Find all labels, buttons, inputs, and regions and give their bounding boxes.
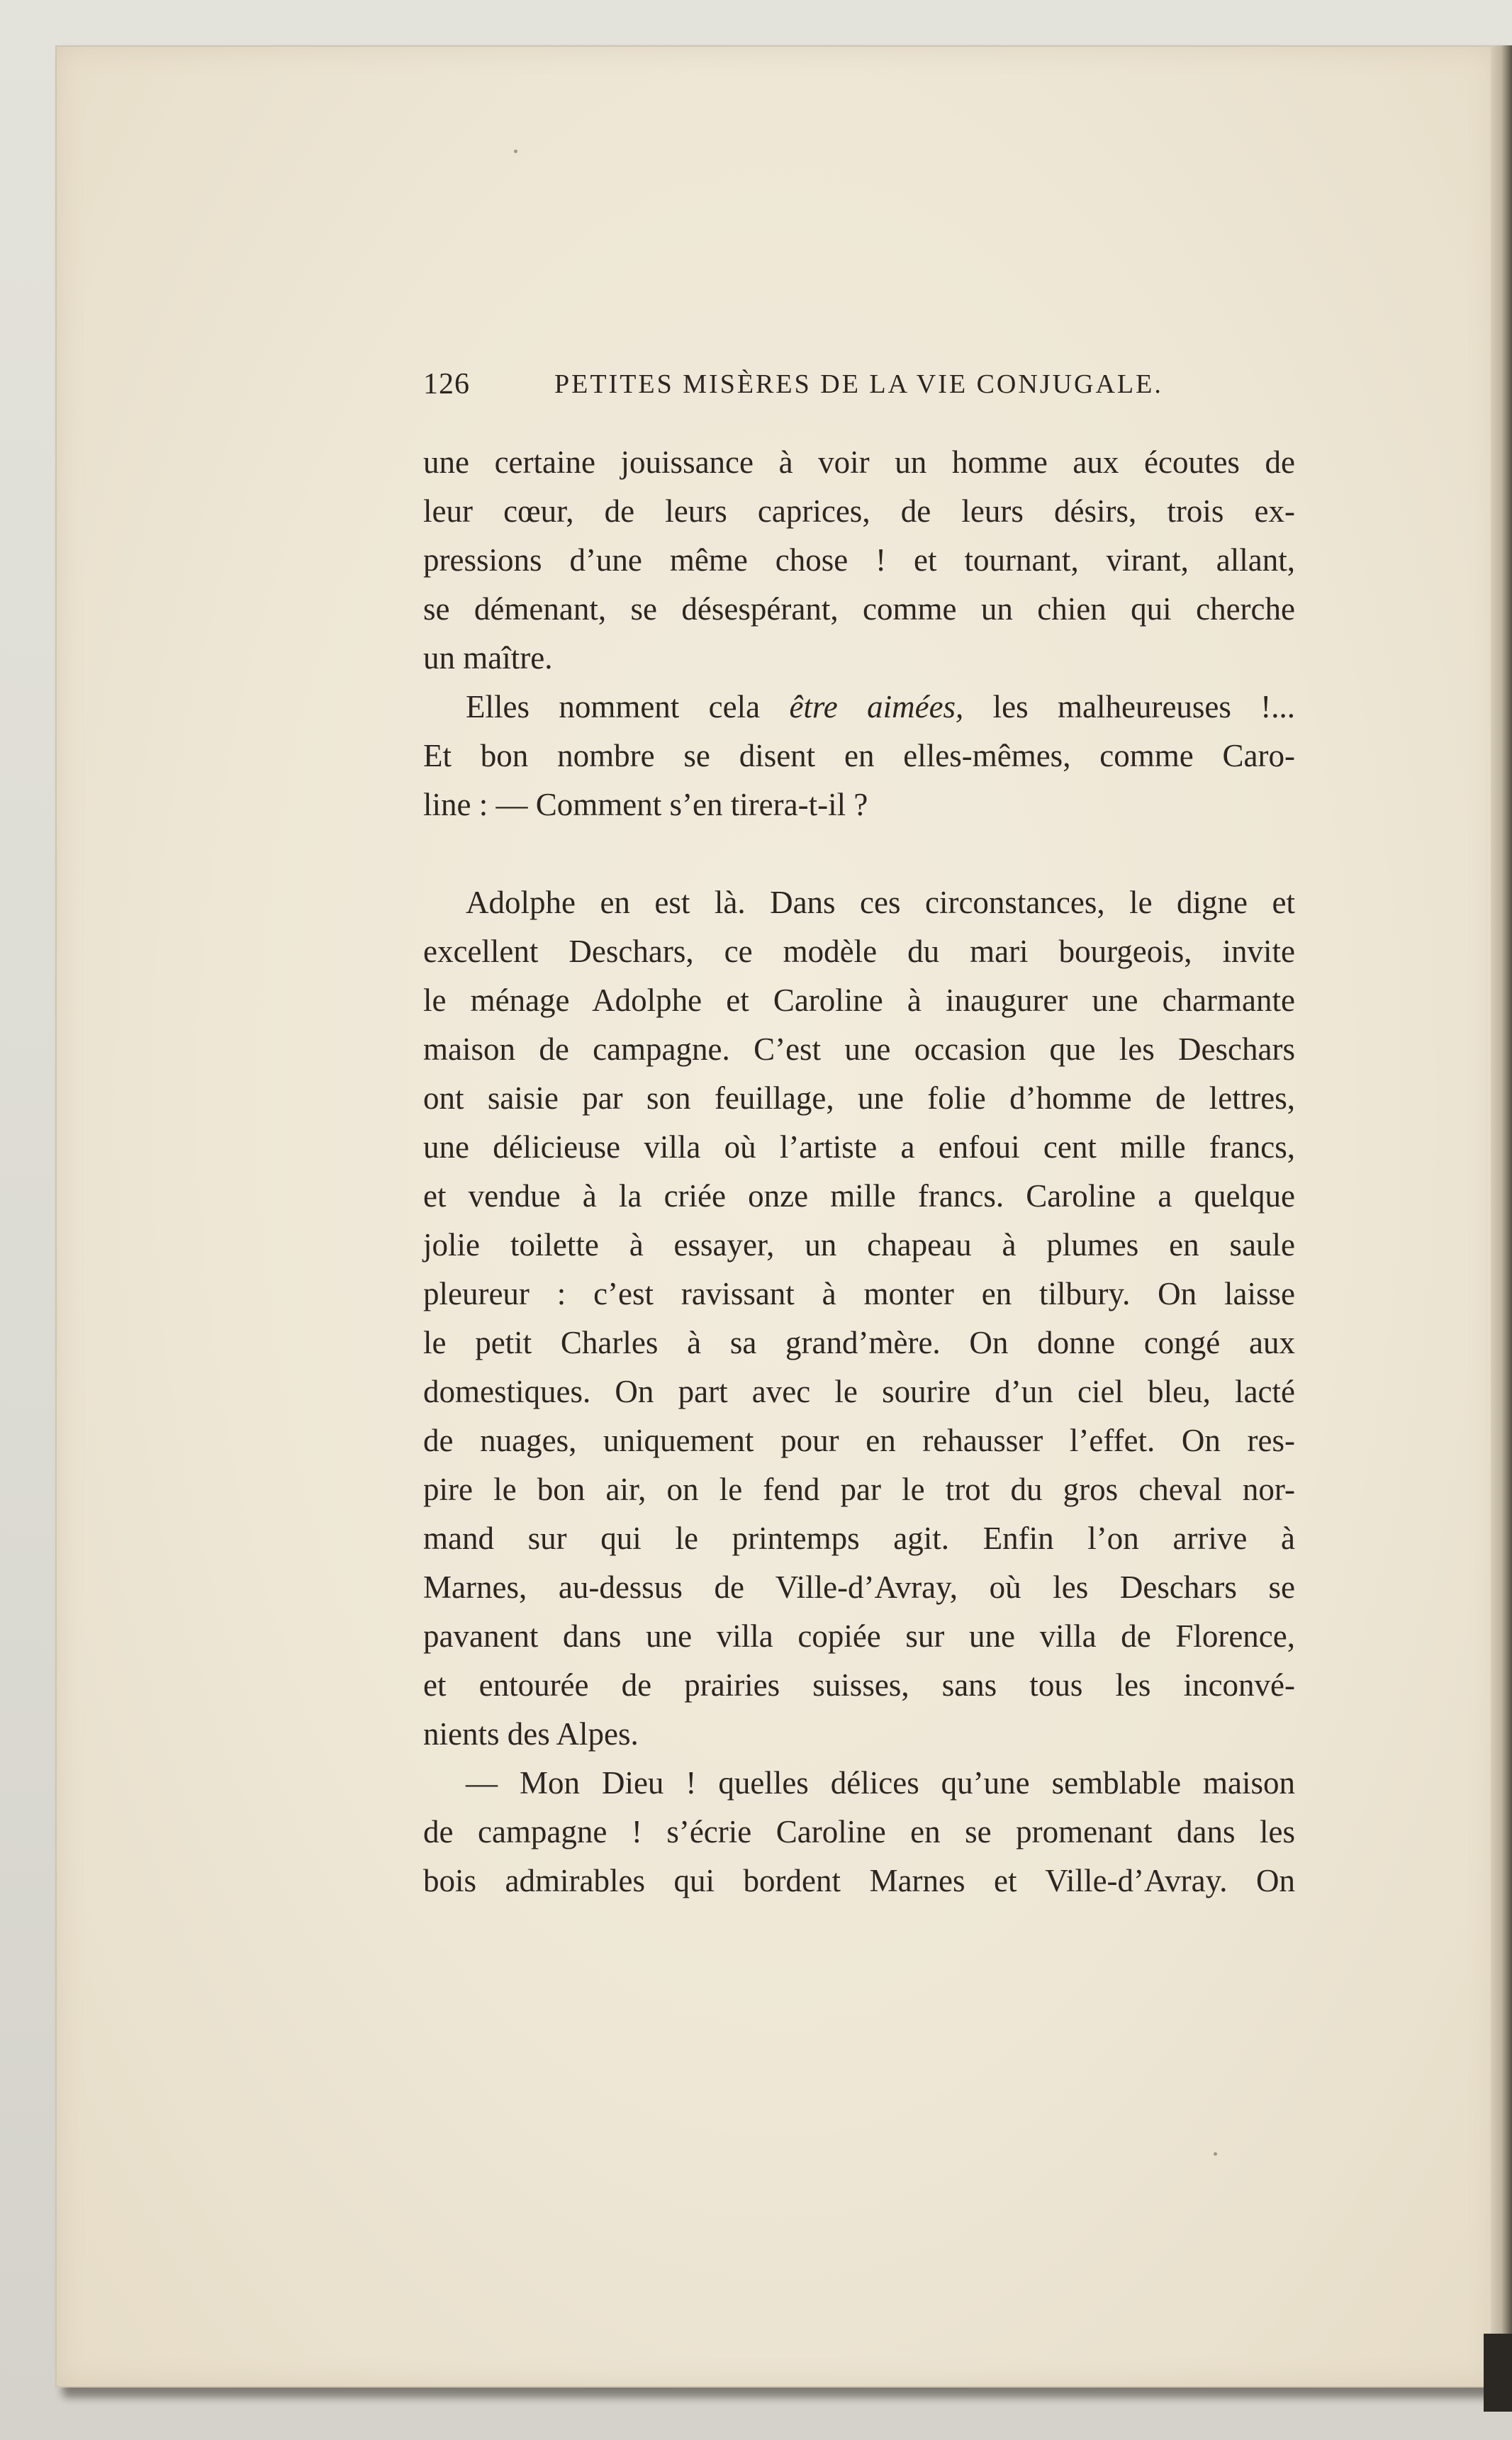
text-line: nients des Alpes. bbox=[423, 1716, 639, 1752]
text-line: leur cœur, de leurs caprices, de leurs désirs, trois ex- bbox=[423, 493, 1295, 529]
text-line: pavanent dans une villa copiée sur une villa de Florence, bbox=[423, 1618, 1295, 1654]
text-line: domestiques. On part avec le sourire d’un ciel bleu, lacté bbox=[423, 1374, 1295, 1409]
text-line: le ménage Adolphe et Caroline à inaugurer une charmante bbox=[423, 983, 1295, 1018]
text-line: pire le bon air, on le fend par le trot du gros cheval nor- bbox=[423, 1472, 1295, 1507]
page-header bbox=[423, 367, 1292, 410]
text-line: de nuages, uniquement pour en rehausser l’effet. On res- bbox=[423, 1423, 1295, 1458]
text-line: — Mon Dieu ! quelles délices qu’une semblable maison bbox=[466, 1765, 1295, 1801]
text-line: pleureur : c’est ravissant à monter en tilbury. On laisse bbox=[423, 1276, 1295, 1311]
body-text bbox=[423, 438, 1295, 1905]
text-line bbox=[423, 683, 1295, 732]
text-line: Et bon nombre se disent en elles-mêmes, comme Caro- bbox=[423, 738, 1295, 773]
text-line: une délicieuse villa où l’artiste a enfoui cent mille francs, bbox=[423, 1129, 1295, 1165]
text-line: et vendue à la criée onze mille francs. Caroline a quelque bbox=[423, 1178, 1295, 1214]
text-line: et entourée de prairies suisses, sans tous les inconvé- bbox=[423, 1667, 1295, 1703]
page-edge bbox=[1491, 45, 1512, 2385]
paper-speck bbox=[514, 150, 517, 153]
paragraph-gap bbox=[423, 829, 1295, 878]
text-line: bois admirables qui bordent Marnes et Ville-d’Avray. On bbox=[423, 1863, 1295, 1898]
page-corner bbox=[1484, 2334, 1512, 2412]
running-title: PETITES MISÈRES DE LA VIE CONJUGALE. bbox=[554, 369, 1163, 399]
text-fragment: les malheureuses !... bbox=[992, 689, 1296, 724]
text-line: excellent Deschars, ce modèle du mari bourgeois, invite bbox=[423, 934, 1295, 969]
text-line: jolie toilette à essayer, un chapeau à plumes en saule bbox=[423, 1227, 1295, 1263]
text-line: une certaine jouissance à voir un homme aux écoutes de bbox=[423, 444, 1295, 480]
text-line: Marnes, au-dessus de Ville-d’Avray, où les Deschars se bbox=[423, 1569, 1295, 1605]
text-line: ont saisie par son feuillage, une folie d’homme de lettres, bbox=[423, 1080, 1295, 1116]
text-line: pressions d’une même chose ! et tournant, virant, allant, bbox=[423, 542, 1295, 578]
text-line: line : — Comment s’en tirera-t-il ? bbox=[423, 787, 868, 822]
text-line: Adolphe en est là. Dans ces circonstances, le digne et bbox=[466, 885, 1295, 920]
text-fragment: Elles nomment cela bbox=[466, 689, 761, 724]
text-line: un maître. bbox=[423, 640, 553, 676]
page-number: 126 bbox=[423, 368, 470, 401]
text-line: maison de campagne. C’est une occasion que les Deschars bbox=[423, 1031, 1295, 1067]
italic-phrase: être aimées, bbox=[789, 689, 964, 724]
text-line: se démenant, se désespérant, comme un chien qui cherche bbox=[423, 591, 1295, 627]
text-line: le petit Charles à sa grand’mère. On donne congé aux bbox=[423, 1325, 1295, 1360]
paper-speck bbox=[1214, 2152, 1217, 2156]
text-line: mand sur qui le printemps agit. Enfin l’on arrive à bbox=[423, 1521, 1295, 1556]
text-line: de campagne ! s’écrie Caroline en se promenant dans les bbox=[423, 1814, 1295, 1849]
